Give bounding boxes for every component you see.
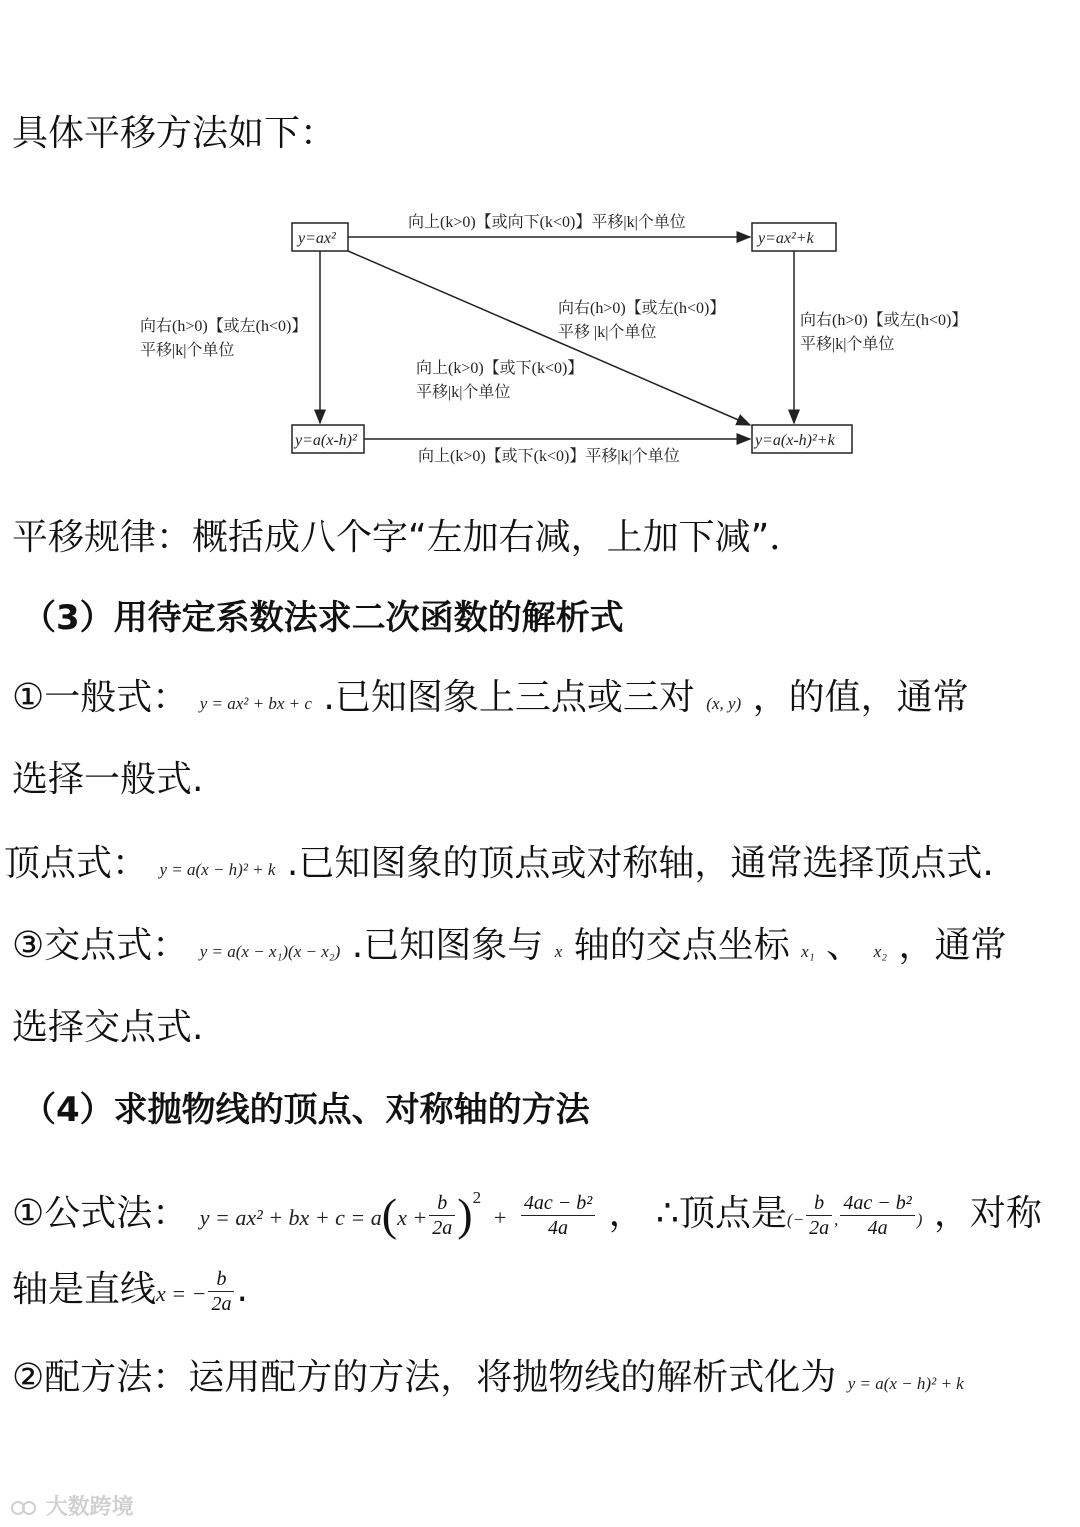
intercept-form-text-3: ，通常	[898, 925, 1007, 966]
axis-period: .	[236, 1269, 248, 1310]
intro-text: 具体平移方法如下：	[12, 113, 337, 154]
intercept-form-x2: x₂	[873, 942, 888, 961]
intercept-form-text-1: .已知图象与	[351, 925, 544, 966]
translation-rule: 平移规律：概括成八个字“左加右减，上加下减”．	[12, 517, 806, 558]
intercept-form-label: ③交点式：	[12, 925, 189, 966]
fraction-k-numerator: 4ac − b²	[521, 1191, 595, 1216]
fraction-k-denominator: 4a	[548, 1216, 569, 1239]
formula-square: 2	[472, 1188, 482, 1207]
general-form-line-2: 选择一般式.	[12, 759, 204, 800]
general-form-text-1: .已知图象上三点或三对	[323, 677, 695, 718]
formula-paren-open: (	[381, 1189, 398, 1240]
vertex-comma: ,	[834, 1210, 839, 1229]
axis-line	[12, 1262, 248, 1322]
box-top-right-label: y=ax²+k	[758, 230, 814, 247]
general-form-label: ①一般式：	[12, 677, 189, 718]
formula-method-lhs: y = ax² + bx + c = a	[199, 1205, 382, 1230]
watermark-logo-icon	[10, 1498, 38, 1518]
therefore-vertex: ∴顶点是	[656, 1193, 788, 1234]
intercept-form-text-2: 轴的交点坐标	[573, 925, 790, 966]
intercept-form-sep: 、	[826, 925, 863, 966]
axis-fraction	[208, 1267, 234, 1316]
general-form-xy: (x, y)	[706, 694, 742, 713]
fraction-k	[521, 1191, 595, 1240]
vertex-form-text: .已知图象的顶点或对称轴，通常选择顶点式.	[286, 843, 994, 884]
vertex-close: )	[916, 1210, 923, 1229]
intercept-form-line	[12, 924, 1007, 974]
arrow-bottom-label: 向上(k>0)【或下(k<0)】平移|k|个单位	[418, 448, 680, 465]
formula-method-line	[12, 1170, 1042, 1248]
vertex-y-denominator: 4a	[867, 1216, 888, 1239]
arrow-left-label-1: 向右(h>0)【或左(h<0)】	[140, 318, 308, 335]
box-top-left-label: y=ax²	[298, 230, 336, 247]
fraction-b-numerator: b	[429, 1191, 455, 1216]
section3-heading: （3）用待定系数法求二次函数的解析式	[22, 598, 624, 638]
complete-square-line	[12, 1356, 964, 1406]
vertex-form-line	[4, 842, 994, 892]
fraction-b-denominator: 2a	[432, 1216, 453, 1239]
vertex-x-denominator: 2a	[809, 1216, 830, 1239]
arrow-diag-lower-label-1: 向上(k>0)【或下(k<0)】	[416, 360, 584, 377]
intercept-form-formula: y = a(x − x₁)(x − x₂)	[199, 942, 341, 961]
box-bottom-right-label: y=a(x-h)²+k	[755, 432, 835, 449]
intercept-form-line-2: 选择交点式.	[12, 1007, 204, 1048]
translation-diagram	[0, 195, 1080, 475]
watermark	[10, 1490, 134, 1521]
vertex-open: (−	[787, 1210, 805, 1229]
vertex-y-numerator: 4ac − b²	[840, 1191, 914, 1216]
fraction-b-over-2a	[429, 1191, 455, 1240]
axis-fraction-numerator: b	[208, 1267, 234, 1292]
watermark-text: 大数跨境	[45, 1495, 134, 1520]
formula-method-label: ①公式法：	[12, 1193, 189, 1234]
vertex-y-fraction	[840, 1191, 914, 1240]
general-form-formula: y = ax² + bx + c	[199, 694, 312, 713]
formula-x-plus: x +	[397, 1205, 428, 1230]
arrow-left-label-2: 平移|k|个单位	[140, 342, 235, 359]
vertex-form-formula: y = a(x − h)² + k	[159, 860, 276, 879]
arrow-right-label-2: 平移|k|个单位	[800, 336, 895, 353]
arrow-diag-upper-label-2: 平移 |k|个单位	[558, 324, 657, 341]
complete-square-text: ②配方法：运用配方的方法，将抛物线的解析式化为	[12, 1357, 837, 1398]
intercept-form-x1: x₁	[801, 942, 815, 961]
arrow-right-label-1: 向右(h>0)【或左(h<0)】	[800, 312, 968, 329]
axis-fraction-denominator: 2a	[211, 1292, 232, 1315]
formula-tail: ，对称	[933, 1193, 1042, 1234]
arrow-top-label: 向上(k>0)【或向下(k<0)】平移|k|个单位	[408, 214, 686, 231]
vertex-x-numerator: b	[806, 1191, 832, 1216]
arrow-diagonal	[348, 251, 750, 425]
arrow-diag-lower-label-2: 平移|k|个单位	[416, 384, 511, 401]
formula-plus: +	[492, 1205, 508, 1230]
general-form-line	[12, 676, 969, 726]
vertex-form-label: 顶点式：	[4, 843, 149, 884]
complete-square-formula: y = a(x − h)² + k	[847, 1374, 964, 1393]
vertex-x-fraction	[806, 1191, 832, 1240]
arrow-diag-upper-label-1: 向右(h>0)【或左(h<0)】	[558, 300, 726, 317]
formula-paren-close: )	[457, 1189, 473, 1240]
section4-heading: （4）求抛物线的顶点、对称轴的方法	[22, 1090, 590, 1130]
axis-text: 轴是直线	[12, 1269, 157, 1310]
axis-x: x = −	[156, 1281, 207, 1306]
intercept-form-x: x	[554, 942, 563, 961]
box-bottom-left-label: y=a(x-h)²	[295, 432, 357, 449]
formula-comma: ，	[608, 1193, 645, 1234]
general-form-text-2: ，的值，通常	[752, 677, 969, 718]
